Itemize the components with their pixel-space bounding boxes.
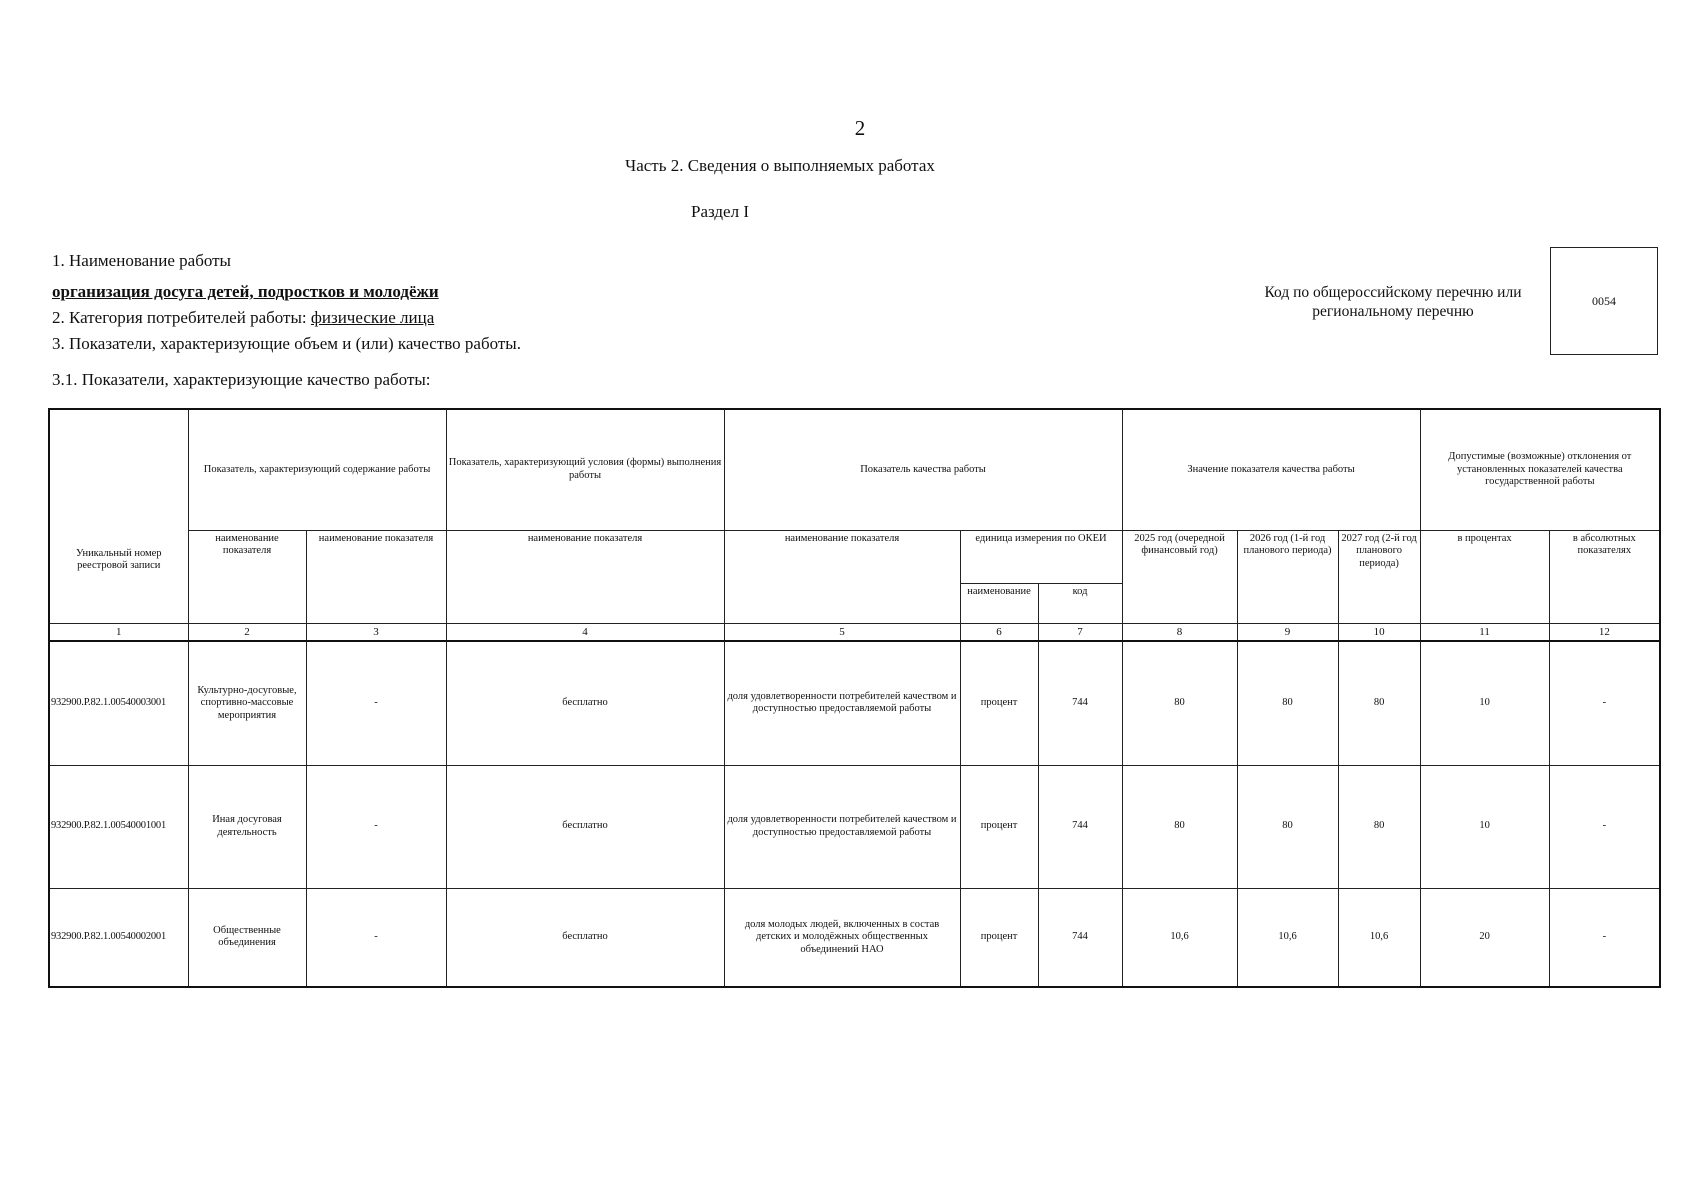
consumers-line [52, 308, 434, 328]
cell-v2025: 80 [1122, 641, 1237, 765]
cell-conditions: бесплатно [446, 641, 724, 765]
table-row [49, 641, 1660, 765]
header-quality-indicator: наименование показателя [724, 530, 960, 623]
quality-subtitle: 3.1. Показатели, характеризующие качество работы: [52, 370, 431, 389]
cell-dev-absolute: - [1549, 641, 1660, 765]
part-title: Часть 2. Сведения о выполняемых работах [625, 156, 935, 175]
cell-quality: доля удовлетворенности потребителей качеством и доступностью предоставляемой работы [724, 641, 960, 765]
header-year-2026: 2026 год (1-й год планового периода) [1237, 530, 1338, 623]
header-conditions-indicator: наименование показателя [446, 530, 724, 623]
cell-v2027: 80 [1338, 641, 1420, 765]
header-okei-code: код [1038, 583, 1122, 623]
code-box [1550, 247, 1658, 355]
col-num: 3 [306, 623, 446, 641]
cell-v2025: 80 [1122, 765, 1237, 888]
cell-unit: процент [960, 888, 1038, 987]
cell-conditions: бесплатно [446, 888, 724, 987]
header-content-indicator: наименование показателя [306, 530, 446, 623]
table-row [49, 765, 1660, 888]
table-row [49, 888, 1660, 987]
cell-v2025: 10,6 [1122, 888, 1237, 987]
cell-indicator: - [306, 765, 446, 888]
header-row-sub [49, 530, 1660, 583]
cell-quality: доля удовлетворенности потребителей качеством и доступностью предоставляемой работы [724, 765, 960, 888]
header-deviation: Допустимые (возможные) отклонения от установленных показателей качества государственной работы [1420, 409, 1660, 530]
work-name-label: 1. Наименование работы [52, 251, 231, 270]
header-quality: Показатель качества работы [724, 409, 1122, 530]
col-num: 7 [1038, 623, 1122, 641]
code-value: 0054 [1592, 293, 1616, 308]
col-num: 8 [1122, 623, 1237, 641]
header-registry: Уникальный номер реестровой записи [49, 409, 188, 623]
col-num: 6 [960, 623, 1038, 641]
cell-dev-absolute: - [1549, 765, 1660, 888]
header-content: Показатель, характеризующий содержание работы [188, 409, 446, 530]
cell-code: 744 [1038, 641, 1122, 765]
work-name-value: организация досуга детей, подростков и молодёжи [52, 282, 439, 301]
consumers-label: 2. Категория потребителей работы: [52, 308, 311, 327]
header-dev-percent: в процентах [1420, 530, 1549, 623]
col-num: 11 [1420, 623, 1549, 641]
code-label: Код по общероссийскому перечню или региональному перечню [1264, 284, 1522, 320]
cell-v2026: 80 [1237, 641, 1338, 765]
cell-dev-percent: 10 [1420, 641, 1549, 765]
cell-unit: процент [960, 765, 1038, 888]
header-conditions: Показатель, характеризующий условия (формы) выполнения работы [446, 409, 724, 530]
col-num: 5 [724, 623, 960, 641]
col-num: 12 [1549, 623, 1660, 641]
col-num: 1 [49, 623, 188, 641]
cell-v2026: 10,6 [1237, 888, 1338, 987]
header-year-2027: 2027 год (2-й год планового периода) [1338, 530, 1420, 623]
cell-v2026: 80 [1237, 765, 1338, 888]
header-row-top [49, 409, 1660, 530]
cell-conditions: бесплатно [446, 765, 724, 888]
cell-unit: процент [960, 641, 1038, 765]
cell-dev-absolute: - [1549, 888, 1660, 987]
cell-quality: доля молодых людей, включенных в состав детских и молодёжных общественных объединений НАО [724, 888, 960, 987]
header-okei-name: наименование [960, 583, 1038, 623]
cell-indicator: - [306, 641, 446, 765]
page-number: 2 [854, 116, 866, 140]
quality-indicators-table [48, 408, 1661, 988]
header-content-name: наименование показателя [188, 530, 306, 623]
cell-registry: 932900.Р.82.1.00540003001 [49, 641, 188, 765]
header-dev-absolute: в абсолютных показателях [1549, 530, 1660, 623]
cell-content: Общественные объединения [188, 888, 306, 987]
header-year-2025: 2025 год (очередной финансовый год) [1122, 530, 1237, 623]
col-num: 4 [446, 623, 724, 641]
header-okei: единица измерения по ОКЕИ [960, 530, 1122, 583]
cell-content: Иная досуговая деятельность [188, 765, 306, 888]
cell-dev-percent: 10 [1420, 765, 1549, 888]
header-value: Значение показателя качества работы [1122, 409, 1420, 530]
consumers-value: физические лица [310, 308, 435, 327]
column-number-row [49, 623, 1660, 641]
cell-v2027: 80 [1338, 765, 1420, 888]
cell-indicator: - [306, 888, 446, 987]
cell-code: 744 [1038, 888, 1122, 987]
cell-dev-percent: 20 [1420, 888, 1549, 987]
cell-v2027: 10,6 [1338, 888, 1420, 987]
col-num: 10 [1338, 623, 1420, 641]
col-num: 2 [188, 623, 306, 641]
cell-registry: 932900.Р.82.1.00540001001 [49, 765, 188, 888]
section-title: Раздел I [691, 202, 749, 221]
cell-registry: 932900.Р.82.1.00540002001 [49, 888, 188, 987]
indicators-label: 3. Показатели, характеризующие объем и (или) качество работы. [52, 334, 521, 353]
cell-code: 744 [1038, 765, 1122, 888]
cell-content: Культурно-досуговые, спортивно-массовые мероприятия [188, 641, 306, 765]
col-num: 9 [1237, 623, 1338, 641]
